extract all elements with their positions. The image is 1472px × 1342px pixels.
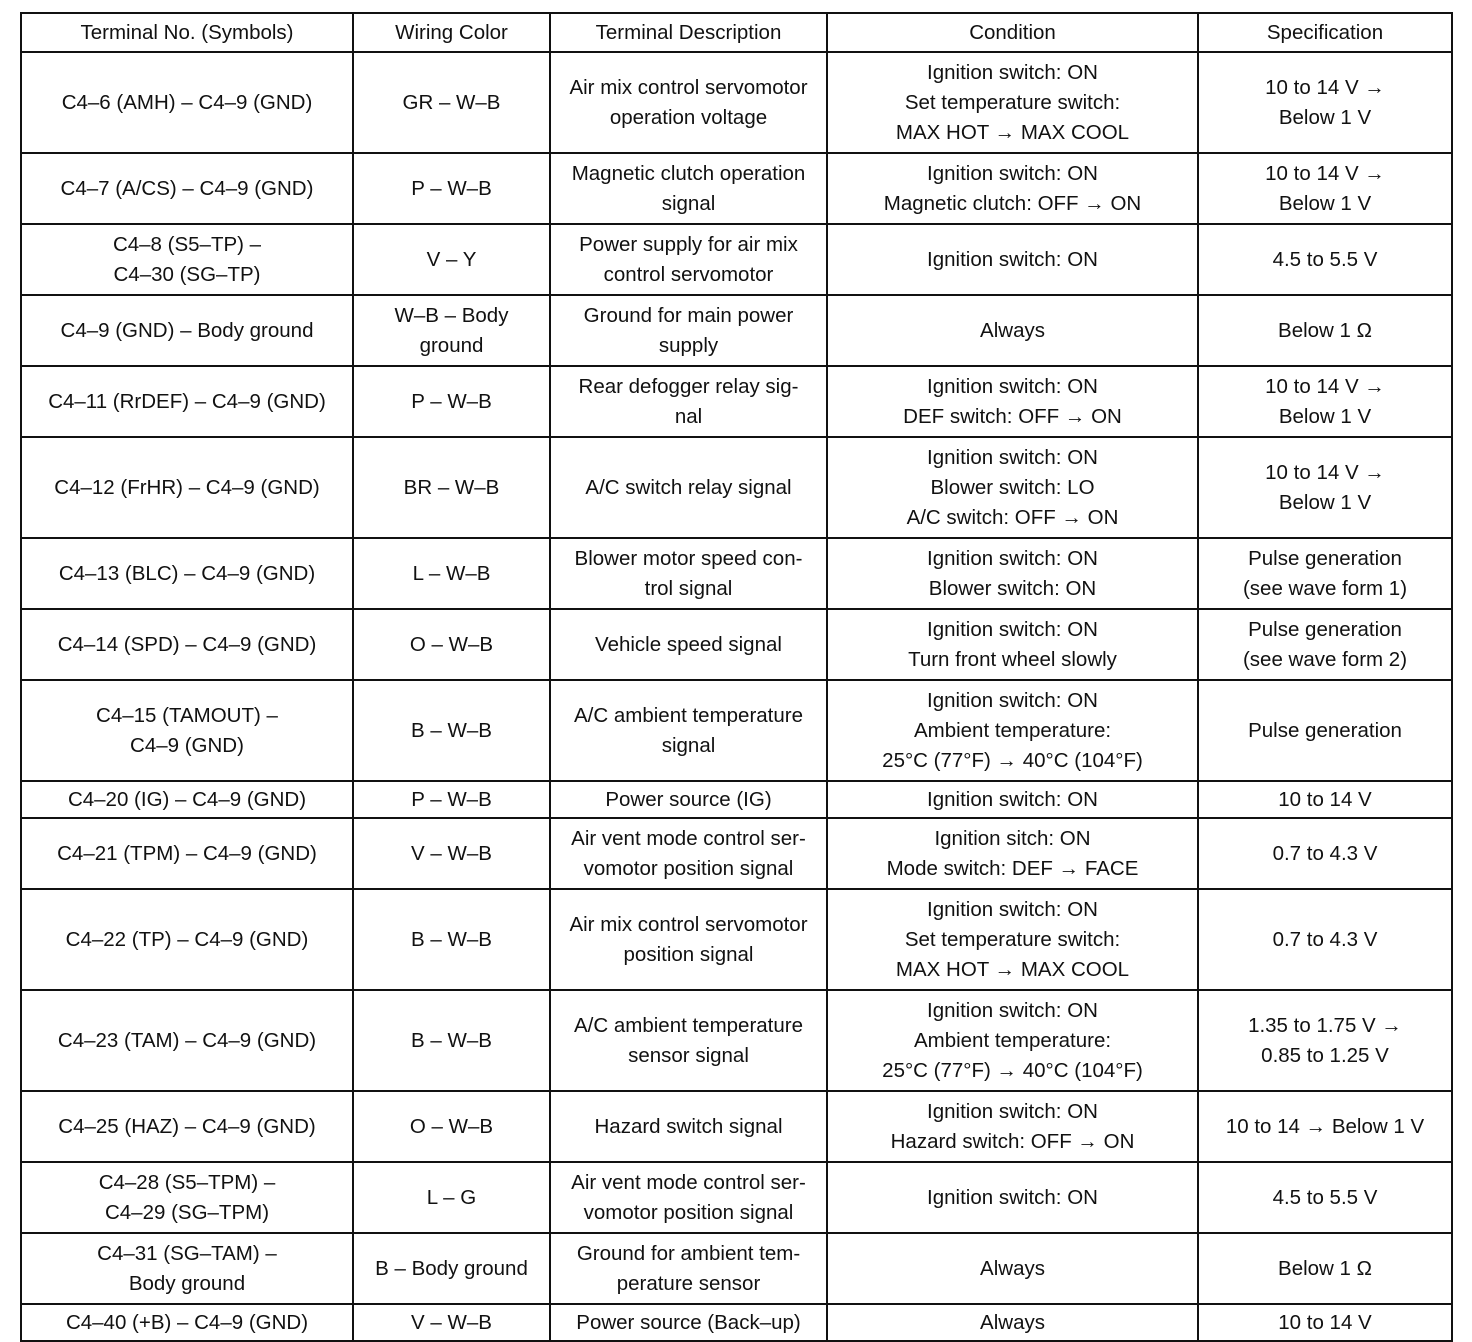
header-specification: Specification — [1198, 13, 1452, 52]
specification-cell: 10 to 14 → Below 1 V — [1198, 1091, 1452, 1162]
specification-cell: 4.5 to 5.5 V — [1198, 224, 1452, 295]
table-row — [21, 1162, 1452, 1233]
terminal-cell: C4–28 (S5–TPM) – C4–29 (SG–TPM) — [21, 1162, 353, 1233]
description-cell: A/C ambient temperature signal — [550, 680, 827, 781]
description-cell: Hazard switch signal — [550, 1091, 827, 1162]
wiring-color-cell: O – W–B — [353, 609, 550, 680]
table-row — [21, 52, 1452, 153]
terminal-cell: C4–20 (IG) – C4–9 (GND) — [21, 781, 353, 818]
wiring-color-cell: V – Y — [353, 224, 550, 295]
table-row — [21, 889, 1452, 990]
condition-cell: Ignition switch: ON — [827, 781, 1198, 818]
table-row — [21, 224, 1452, 295]
specification-cell: Below 1 Ω — [1198, 295, 1452, 366]
specification-cell: Pulse generation — [1198, 680, 1452, 781]
condition-cell: Ignition switch: ON Ambient temperature: 25°C (77°F) → 40°C (104°F) — [827, 680, 1198, 781]
specification-cell: 10 to 14 V → Below 1 V — [1198, 153, 1452, 224]
specification-cell: 0.7 to 4.3 V — [1198, 889, 1452, 990]
specification-cell: 10 to 14 V — [1198, 781, 1452, 818]
table-row — [21, 153, 1452, 224]
terminal-cell: C4–14 (SPD) – C4–9 (GND) — [21, 609, 353, 680]
table-row — [21, 1304, 1452, 1341]
description-cell: Ground for main power supply — [550, 295, 827, 366]
table-row — [21, 1091, 1452, 1162]
specification-cell: 0.7 to 4.3 V — [1198, 818, 1452, 889]
specification-cell: Pulse generation (see wave form 1) — [1198, 538, 1452, 609]
terminal-cell: C4–15 (TAMOUT) – C4–9 (GND) — [21, 680, 353, 781]
header-terminal-description: Terminal Description — [550, 13, 827, 52]
condition-cell: Always — [827, 1304, 1198, 1341]
specification-cell: 1.35 to 1.75 V → 0.85 to 1.25 V — [1198, 990, 1452, 1091]
specification-cell: 10 to 14 V → Below 1 V — [1198, 52, 1452, 153]
description-cell: Blower motor speed con- trol signal — [550, 538, 827, 609]
specification-cell: Pulse generation (see wave form 2) — [1198, 609, 1452, 680]
wiring-color-cell: B – W–B — [353, 680, 550, 781]
table-row — [21, 609, 1452, 680]
terminal-cell: C4–8 (S5–TP) – C4–30 (SG–TP) — [21, 224, 353, 295]
condition-cell: Ignition switch: ON Set temperature switch: MAX HOT → MAX COOL — [827, 889, 1198, 990]
table-row — [21, 818, 1452, 889]
table-row — [21, 990, 1452, 1091]
specification-cell: 10 to 14 V — [1198, 1304, 1452, 1341]
condition-cell: Ignition switch: ON Set temperature switch: MAX HOT → MAX COOL — [827, 52, 1198, 153]
description-cell: Air mix control servomotor operation voltage — [550, 52, 827, 153]
terminal-cell: C4–9 (GND) – Body ground — [21, 295, 353, 366]
header-row — [21, 13, 1452, 52]
wiring-color-cell: B – Body ground — [353, 1233, 550, 1304]
wiring-color-cell: L – G — [353, 1162, 550, 1233]
description-cell: Rear defogger relay sig- nal — [550, 366, 827, 437]
terminal-cell: C4–31 (SG–TAM) – Body ground — [21, 1233, 353, 1304]
terminal-cell: C4–25 (HAZ) – C4–9 (GND) — [21, 1091, 353, 1162]
description-cell: Vehicle speed signal — [550, 609, 827, 680]
description-cell: Ground for ambient tem- perature sensor — [550, 1233, 827, 1304]
terminal-cell: C4–6 (AMH) – C4–9 (GND) — [21, 52, 353, 153]
header-terminal: Terminal No. (Symbols) — [21, 13, 353, 52]
table-row — [21, 680, 1452, 781]
condition-cell: Always — [827, 1233, 1198, 1304]
description-cell: A/C ambient temperature sensor signal — [550, 990, 827, 1091]
description-cell: Power source (Back–up) — [550, 1304, 827, 1341]
wiring-color-cell: B – W–B — [353, 990, 550, 1091]
wiring-color-cell: O – W–B — [353, 1091, 550, 1162]
header-wiring-color: Wiring Color — [353, 13, 550, 52]
wiring-color-cell: P – W–B — [353, 366, 550, 437]
specification-cell: Below 1 Ω — [1198, 1233, 1452, 1304]
header-condition: Condition — [827, 13, 1198, 52]
wiring-color-cell: GR – W–B — [353, 52, 550, 153]
table-row — [21, 437, 1452, 538]
specification-cell: 4.5 to 5.5 V — [1198, 1162, 1452, 1233]
terminal-cell: C4–11 (RrDEF) – C4–9 (GND) — [21, 366, 353, 437]
table-row — [21, 366, 1452, 437]
table-row — [21, 295, 1452, 366]
condition-cell: Ignition switch: ON Turn front wheel slowly — [827, 609, 1198, 680]
description-cell: Air mix control servomotor position signal — [550, 889, 827, 990]
terminal-cell: C4–7 (A/CS) – C4–9 (GND) — [21, 153, 353, 224]
description-cell: Air vent mode control ser- vomotor position signal — [550, 1162, 827, 1233]
specification-cell: 10 to 14 V → Below 1 V — [1198, 437, 1452, 538]
wiring-color-cell: V – W–B — [353, 1304, 550, 1341]
terminal-cell: C4–22 (TP) – C4–9 (GND) — [21, 889, 353, 990]
condition-cell: Ignition switch: ON — [827, 1162, 1198, 1233]
wiring-color-cell: BR – W–B — [353, 437, 550, 538]
table-row — [21, 781, 1452, 818]
description-cell: Power source (IG) — [550, 781, 827, 818]
table-row — [21, 538, 1452, 609]
wiring-color-cell: B – W–B — [353, 889, 550, 990]
terminal-cell: C4–23 (TAM) – C4–9 (GND) — [21, 990, 353, 1091]
wiring-color-cell: L – W–B — [353, 538, 550, 609]
condition-cell: Always — [827, 295, 1198, 366]
condition-cell: Ignition switch: ON DEF switch: OFF → ON — [827, 366, 1198, 437]
description-cell: Air vent mode control ser- vomotor position signal — [550, 818, 827, 889]
wiring-color-cell: P – W–B — [353, 153, 550, 224]
wiring-color-cell: V – W–B — [353, 818, 550, 889]
terminal-cell: C4–40 (+B) – C4–9 (GND) — [21, 1304, 353, 1341]
terminal-spec-table — [20, 12, 1453, 1342]
terminal-cell: C4–13 (BLC) – C4–9 (GND) — [21, 538, 353, 609]
terminal-cell: C4–12 (FrHR) – C4–9 (GND) — [21, 437, 353, 538]
description-cell: Magnetic clutch operation signal — [550, 153, 827, 224]
condition-cell: Ignition switch: ON Hazard switch: OFF → ON — [827, 1091, 1198, 1162]
condition-cell: Ignition sitch: ON Mode switch: DEF → FACE — [827, 818, 1198, 889]
wiring-color-cell: P – W–B — [353, 781, 550, 818]
specification-cell: 10 to 14 V → Below 1 V — [1198, 366, 1452, 437]
condition-cell: Ignition switch: ON Blower switch: LO A/C switch: OFF → ON — [827, 437, 1198, 538]
description-cell: A/C switch relay signal — [550, 437, 827, 538]
description-cell: Power supply for air mix control servomotor — [550, 224, 827, 295]
condition-cell: Ignition switch: ON — [827, 224, 1198, 295]
condition-cell: Ignition switch: ON Ambient temperature: 25°C (77°F) → 40°C (104°F) — [827, 990, 1198, 1091]
table-row — [21, 1233, 1452, 1304]
condition-cell: Ignition switch: ON Blower switch: ON — [827, 538, 1198, 609]
wiring-color-cell: W–B – Body ground — [353, 295, 550, 366]
condition-cell: Ignition switch: ON Magnetic clutch: OFF → ON — [827, 153, 1198, 224]
terminal-cell: C4–21 (TPM) – C4–9 (GND) — [21, 818, 353, 889]
